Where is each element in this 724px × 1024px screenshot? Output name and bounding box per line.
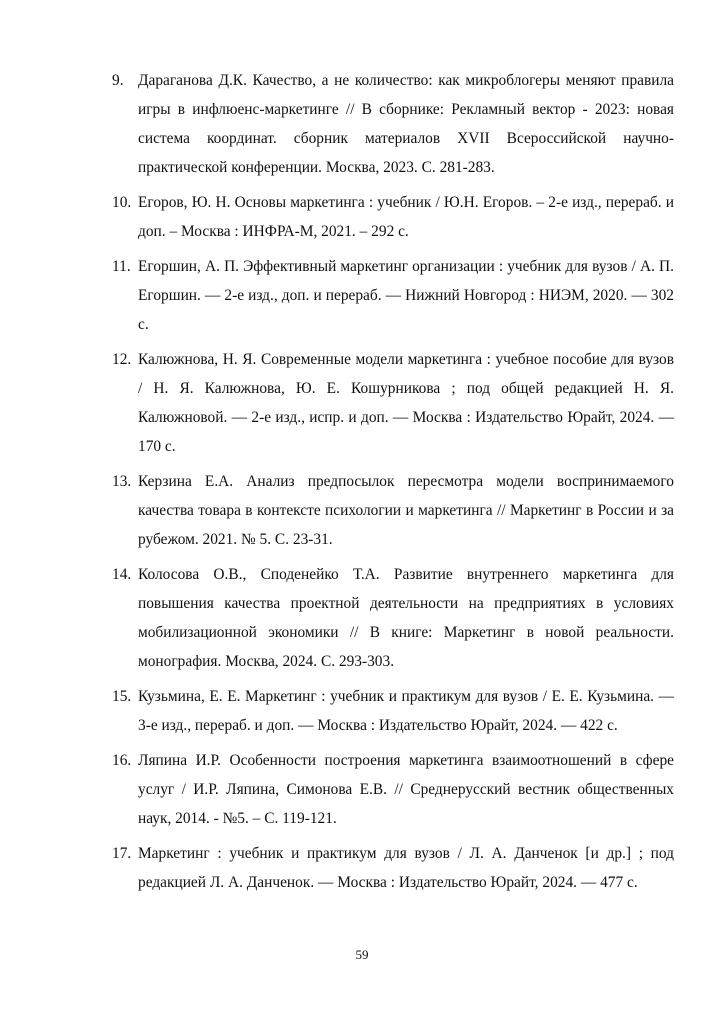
reference-text: Дараганова Д.К. Качество, а не количество: как микроблогеры меняют правила игры в инфлюенс-маркетинге // В сборнике: Рекламный вектор - 2023: новая система координат. сборник материалов XVII Всероссийской научно-практической конференции. Москва, 2023. С. 281-283. [138,72,674,176]
reference-number: 17. [112,845,132,862]
reference-item [112,682,674,740]
reference-item [112,746,674,833]
reference-text: Егоршин, А. П. Эффективный маркетинг организации : учебник для вузов / А. П. Егоршин. — 2-е изд., доп. и перераб. — Нижний Новгород : НИЭМ, 2020. — 302 с. [138,258,674,333]
reference-text: Керзина Е.А. Анализ предпосылок пересмотра модели воспринимаемого качества товара в контексте психологии и маркетинга // Маркетинг в России и за рубежом. 2021. № 5. С. 23-31. [138,473,674,548]
reference-number: 13. [112,473,132,490]
reference-number: 9. [112,72,124,89]
reference-text: Егоров, Ю. Н. Основы маркетинга : учебник / Ю.Н. Егоров. – 2-е изд., перераб. и доп. – Москва : ИНФРА-М, 2021. – 292 с. [138,194,674,240]
reference-item [112,560,674,676]
reference-text: Маркетинг : учебник и практикум для вузов / Л. А. Данченок [и др.] ; под редакцией Л. А. Данченок. — Москва : Издательство Юрайт, 2024. — 477 с. [138,845,674,891]
reference-list [112,66,674,903]
reference-number: 15. [112,688,132,705]
page-number: 59 [355,947,369,962]
reference-item [112,66,674,182]
reference-text: Калюжнова, Н. Я. Современные модели маркетинга : учебное пособие для вузов / Н. Я. Калюжнова, Ю. Е. Кошурникова ; под общей редакцией Н. Я. Калюжновой. — 2-е изд., испр. и доп. — Москва : Издательство Юрайт, 2024. — 170 с. [138,351,674,455]
reference-number: 12. [112,351,132,368]
reference-text: Колосова О.В., Споденейко Т.А. Развитие внутреннего маркетинга для повышения качества проектной деятельности на предприятиях в условиях мобилизационной экономики // В книге: Маркетинг в новой реальности. монография. Москва, 2024. С. 293-303. [138,566,674,670]
reference-item [112,467,674,554]
reference-number: 14. [112,566,132,583]
reference-item [112,188,674,246]
reference-item [112,252,674,339]
reference-number: 10. [112,194,132,211]
reference-text: Кузьмина, Е. Е. Маркетинг : учебник и практикум для вузов / Е. Е. Кузьмина. — 3-е изд., перераб. и доп. — Москва : Издательство Юрайт, 2024. — 422 с. [138,688,674,734]
reference-number: 11. [112,258,131,275]
reference-item [112,839,674,897]
reference-item [112,345,674,461]
reference-text: Ляпина И.Р. Особенности построения маркетинга взаимоотношений в сфере услуг / И.Р. Ляпина, Симонова Е.В. // Среднерусский вестник общественных наук, 2014. - №5. – С. 119-121. [138,752,674,827]
reference-number: 16. [112,752,132,769]
